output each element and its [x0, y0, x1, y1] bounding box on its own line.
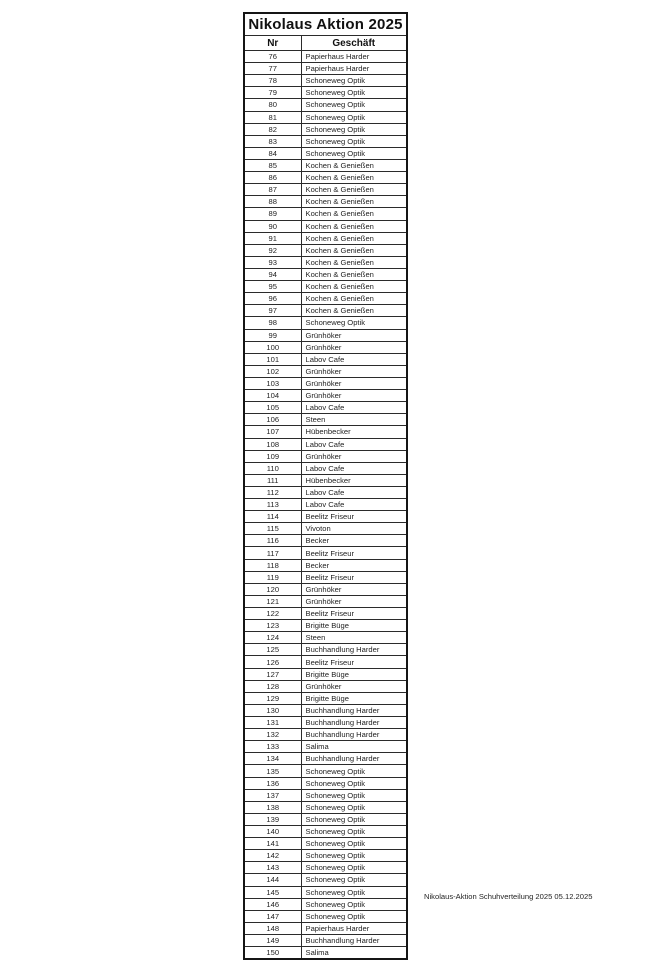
- cell-geschaeft: Buchhandlung Harder: [301, 753, 407, 765]
- cell-nr: 79: [244, 87, 301, 99]
- table-body: [244, 51, 407, 960]
- cell-nr: 100: [244, 341, 301, 353]
- cell-geschaeft: Papierhaus Harder: [301, 63, 407, 75]
- cell-geschaeft: Buchhandlung Harder: [301, 704, 407, 716]
- table-row: [244, 390, 407, 402]
- table-row: [244, 535, 407, 547]
- cell-nr: 131: [244, 717, 301, 729]
- cell-nr: 132: [244, 729, 301, 741]
- cell-nr: 121: [244, 595, 301, 607]
- table-row: [244, 898, 407, 910]
- table-row: [244, 232, 407, 244]
- cell-nr: 109: [244, 450, 301, 462]
- table-row: [244, 111, 407, 123]
- table-row: [244, 268, 407, 280]
- cell-nr: 128: [244, 680, 301, 692]
- table-row: [244, 704, 407, 716]
- cell-nr: 101: [244, 353, 301, 365]
- cell-nr: 88: [244, 196, 301, 208]
- cell-nr: 90: [244, 220, 301, 232]
- cell-nr: 97: [244, 305, 301, 317]
- cell-geschaeft: Schoneweg Optik: [301, 874, 407, 886]
- cell-nr: 96: [244, 293, 301, 305]
- cell-geschaeft: Grünhöker: [301, 390, 407, 402]
- table-row: [244, 801, 407, 813]
- table-row: [244, 172, 407, 184]
- cell-nr: 93: [244, 256, 301, 268]
- cell-nr: 115: [244, 523, 301, 535]
- table-row: [244, 474, 407, 486]
- table-row: [244, 874, 407, 886]
- cell-geschaeft: Schoneweg Optik: [301, 898, 407, 910]
- cell-nr: 147: [244, 910, 301, 922]
- table-row: [244, 717, 407, 729]
- cell-geschaeft: Labov Cafe: [301, 499, 407, 511]
- table-row: [244, 571, 407, 583]
- cell-nr: 118: [244, 559, 301, 571]
- cell-geschaeft: Schoneweg Optik: [301, 147, 407, 159]
- cell-geschaeft: Becker: [301, 535, 407, 547]
- cell-geschaeft: Brigitte Büge: [301, 620, 407, 632]
- cell-geschaeft: Kochen & Genießen: [301, 159, 407, 171]
- table-row: [244, 644, 407, 656]
- table-row: [244, 741, 407, 753]
- cell-nr: 117: [244, 547, 301, 559]
- cell-nr: 150: [244, 947, 301, 960]
- cell-nr: 129: [244, 692, 301, 704]
- cell-nr: 149: [244, 934, 301, 946]
- cell-geschaeft: Salima: [301, 741, 407, 753]
- cell-geschaeft: Schoneweg Optik: [301, 123, 407, 135]
- cell-geschaeft: Hübenbecker: [301, 474, 407, 486]
- cell-nr: 82: [244, 123, 301, 135]
- cell-nr: 116: [244, 535, 301, 547]
- cell-nr: 103: [244, 377, 301, 389]
- cell-nr: 114: [244, 511, 301, 523]
- cell-nr: 120: [244, 583, 301, 595]
- cell-nr: 145: [244, 886, 301, 898]
- cell-geschaeft: Kochen & Genießen: [301, 244, 407, 256]
- cell-nr: 83: [244, 135, 301, 147]
- cell-geschaeft: Schoneweg Optik: [301, 317, 407, 329]
- cell-nr: 91: [244, 232, 301, 244]
- cell-nr: 144: [244, 874, 301, 886]
- cell-geschaeft: Beelitz Friseur: [301, 608, 407, 620]
- table-row: [244, 426, 407, 438]
- cell-geschaeft: Schoneweg Optik: [301, 826, 407, 838]
- cell-nr: 134: [244, 753, 301, 765]
- cell-geschaeft: Labov Cafe: [301, 462, 407, 474]
- table-row: [244, 523, 407, 535]
- cell-nr: 136: [244, 777, 301, 789]
- cell-geschaeft: Grünhöker: [301, 680, 407, 692]
- table-row: [244, 947, 407, 960]
- cell-nr: 108: [244, 438, 301, 450]
- cell-geschaeft: Buchhandlung Harder: [301, 934, 407, 946]
- cell-geschaeft: Buchhandlung Harder: [301, 644, 407, 656]
- table-row: [244, 777, 407, 789]
- cell-geschaeft: Becker: [301, 559, 407, 571]
- table-row: [244, 450, 407, 462]
- cell-geschaeft: Grünhöker: [301, 595, 407, 607]
- table-row: [244, 934, 407, 946]
- cell-nr: 126: [244, 656, 301, 668]
- cell-nr: 105: [244, 402, 301, 414]
- cell-geschaeft: Grünhöker: [301, 450, 407, 462]
- table-row: [244, 244, 407, 256]
- nikolaus-aktion-table: [243, 12, 408, 960]
- table-row: [244, 595, 407, 607]
- cell-nr: 80: [244, 99, 301, 111]
- cell-geschaeft: Schoneweg Optik: [301, 801, 407, 813]
- cell-nr: 98: [244, 317, 301, 329]
- cell-nr: 104: [244, 390, 301, 402]
- table-row: [244, 813, 407, 825]
- cell-geschaeft: Buchhandlung Harder: [301, 717, 407, 729]
- cell-geschaeft: Kochen & Genießen: [301, 256, 407, 268]
- table-row: [244, 293, 407, 305]
- table-row: [244, 208, 407, 220]
- cell-geschaeft: Labov Cafe: [301, 438, 407, 450]
- table-row: [244, 87, 407, 99]
- cell-geschaeft: Kochen & Genießen: [301, 208, 407, 220]
- cell-nr: 111: [244, 474, 301, 486]
- cell-nr: 142: [244, 850, 301, 862]
- cell-geschaeft: Schoneweg Optik: [301, 813, 407, 825]
- cell-geschaeft: Kochen & Genießen: [301, 281, 407, 293]
- cell-geschaeft: Grünhöker: [301, 341, 407, 353]
- cell-nr: 78: [244, 75, 301, 87]
- table-row: [244, 317, 407, 329]
- cell-geschaeft: Labov Cafe: [301, 353, 407, 365]
- table-row: [244, 656, 407, 668]
- table-row: [244, 668, 407, 680]
- cell-nr: 139: [244, 813, 301, 825]
- cell-nr: 77: [244, 63, 301, 75]
- cell-nr: 123: [244, 620, 301, 632]
- table-row: [244, 462, 407, 474]
- table-row: [244, 511, 407, 523]
- table-row: [244, 547, 407, 559]
- table-row: [244, 486, 407, 498]
- cell-geschaeft: Schoneweg Optik: [301, 87, 407, 99]
- cell-nr: 85: [244, 159, 301, 171]
- cell-geschaeft: Salima: [301, 947, 407, 960]
- cell-nr: 133: [244, 741, 301, 753]
- table-row: [244, 159, 407, 171]
- cell-geschaeft: Schoneweg Optik: [301, 850, 407, 862]
- table-row: [244, 838, 407, 850]
- cell-nr: 148: [244, 922, 301, 934]
- table-row: [244, 63, 407, 75]
- cell-geschaeft: Schoneweg Optik: [301, 789, 407, 801]
- table-row: [244, 559, 407, 571]
- table-row: [244, 632, 407, 644]
- cell-nr: 113: [244, 499, 301, 511]
- table-row: [244, 196, 407, 208]
- cell-geschaeft: Schoneweg Optik: [301, 886, 407, 898]
- cell-geschaeft: Schoneweg Optik: [301, 838, 407, 850]
- cell-geschaeft: Hübenbecker: [301, 426, 407, 438]
- cell-geschaeft: Schoneweg Optik: [301, 862, 407, 874]
- cell-geschaeft: Beelitz Friseur: [301, 547, 407, 559]
- cell-nr: 92: [244, 244, 301, 256]
- cell-nr: 76: [244, 51, 301, 63]
- cell-nr: 89: [244, 208, 301, 220]
- cell-nr: 124: [244, 632, 301, 644]
- table-row: [244, 862, 407, 874]
- table-row: [244, 910, 407, 922]
- cell-nr: 138: [244, 801, 301, 813]
- cell-geschaeft: Kochen & Genießen: [301, 184, 407, 196]
- table-row: [244, 99, 407, 111]
- column-header-row: [244, 36, 407, 51]
- table-row: [244, 353, 407, 365]
- cell-nr: 135: [244, 765, 301, 777]
- footer-note: Nikolaus-Aktion Schuhverteilung 2025 05.12.2025: [424, 892, 593, 901]
- cell-geschaeft: Schoneweg Optik: [301, 765, 407, 777]
- table-row: [244, 147, 407, 159]
- table-row: [244, 608, 407, 620]
- table-row: [244, 256, 407, 268]
- table-row: [244, 281, 407, 293]
- cell-nr: 84: [244, 147, 301, 159]
- table-row: [244, 329, 407, 341]
- cell-geschaeft: Papierhaus Harder: [301, 51, 407, 63]
- cell-nr: 141: [244, 838, 301, 850]
- table-row: [244, 886, 407, 898]
- table-row: [244, 341, 407, 353]
- table-row: [244, 680, 407, 692]
- cell-nr: 130: [244, 704, 301, 716]
- table-row: [244, 75, 407, 87]
- table-row: [244, 620, 407, 632]
- title-row: [244, 13, 407, 36]
- table-row: [244, 184, 407, 196]
- cell-nr: 122: [244, 608, 301, 620]
- cell-geschaeft: Kochen & Genießen: [301, 232, 407, 244]
- cell-nr: 86: [244, 172, 301, 184]
- table-row: [244, 499, 407, 511]
- table-row: [244, 135, 407, 147]
- cell-nr: 107: [244, 426, 301, 438]
- cell-geschaeft: Grünhöker: [301, 365, 407, 377]
- cell-geschaeft: Brigitte Büge: [301, 668, 407, 680]
- cell-geschaeft: Schoneweg Optik: [301, 111, 407, 123]
- cell-nr: 140: [244, 826, 301, 838]
- cell-nr: 95: [244, 281, 301, 293]
- table-row: [244, 438, 407, 450]
- cell-geschaeft: Labov Cafe: [301, 402, 407, 414]
- cell-geschaeft: Schoneweg Optik: [301, 777, 407, 789]
- table-row: [244, 51, 407, 63]
- table-head: [244, 13, 407, 51]
- cell-geschaeft: Grünhöker: [301, 329, 407, 341]
- cell-nr: 137: [244, 789, 301, 801]
- table-row: [244, 789, 407, 801]
- table-row: [244, 414, 407, 426]
- cell-nr: 143: [244, 862, 301, 874]
- cell-geschaeft: Grünhöker: [301, 583, 407, 595]
- cell-geschaeft: Beelitz Friseur: [301, 511, 407, 523]
- table-row: [244, 826, 407, 838]
- cell-geschaeft: Steen: [301, 414, 407, 426]
- cell-geschaeft: Kochen & Genießen: [301, 268, 407, 280]
- table-row: [244, 402, 407, 414]
- cell-geschaeft: Steen: [301, 632, 407, 644]
- cell-geschaeft: Schoneweg Optik: [301, 99, 407, 111]
- cell-nr: 94: [244, 268, 301, 280]
- cell-geschaeft: Kochen & Genießen: [301, 305, 407, 317]
- cell-geschaeft: Beelitz Friseur: [301, 571, 407, 583]
- cell-geschaeft: Kochen & Genießen: [301, 220, 407, 232]
- column-header-nr: Nr: [244, 36, 301, 51]
- table-row: [244, 377, 407, 389]
- cell-geschaeft: Schoneweg Optik: [301, 910, 407, 922]
- cell-geschaeft: Buchhandlung Harder: [301, 729, 407, 741]
- cell-geschaeft: Grünhöker: [301, 377, 407, 389]
- cell-geschaeft: Schoneweg Optik: [301, 75, 407, 87]
- page-title: Nikolaus Aktion 2025: [244, 13, 407, 36]
- table-row: [244, 123, 407, 135]
- cell-nr: 119: [244, 571, 301, 583]
- cell-nr: 127: [244, 668, 301, 680]
- cell-geschaeft: Schoneweg Optik: [301, 135, 407, 147]
- table-row: [244, 729, 407, 741]
- cell-nr: 99: [244, 329, 301, 341]
- table-row: [244, 692, 407, 704]
- cell-nr: 112: [244, 486, 301, 498]
- cell-geschaeft: Kochen & Genießen: [301, 293, 407, 305]
- table-row: [244, 922, 407, 934]
- table-row: [244, 753, 407, 765]
- cell-nr: 146: [244, 898, 301, 910]
- cell-geschaeft: Papierhaus Harder: [301, 922, 407, 934]
- cell-geschaeft: Labov Cafe: [301, 486, 407, 498]
- column-header-geschaeft: Geschäft: [301, 36, 407, 51]
- cell-nr: 81: [244, 111, 301, 123]
- table-row: [244, 583, 407, 595]
- table-row: [244, 850, 407, 862]
- cell-geschaeft: Kochen & Genießen: [301, 172, 407, 184]
- cell-geschaeft: Kochen & Genießen: [301, 196, 407, 208]
- cell-nr: 106: [244, 414, 301, 426]
- cell-geschaeft: Brigitte Büge: [301, 692, 407, 704]
- cell-nr: 125: [244, 644, 301, 656]
- table-row: [244, 220, 407, 232]
- cell-nr: 102: [244, 365, 301, 377]
- cell-geschaeft: Vivoton: [301, 523, 407, 535]
- cell-nr: 110: [244, 462, 301, 474]
- table-row: [244, 365, 407, 377]
- table-row: [244, 765, 407, 777]
- cell-nr: 87: [244, 184, 301, 196]
- table-row: [244, 305, 407, 317]
- cell-geschaeft: Beelitz Friseur: [301, 656, 407, 668]
